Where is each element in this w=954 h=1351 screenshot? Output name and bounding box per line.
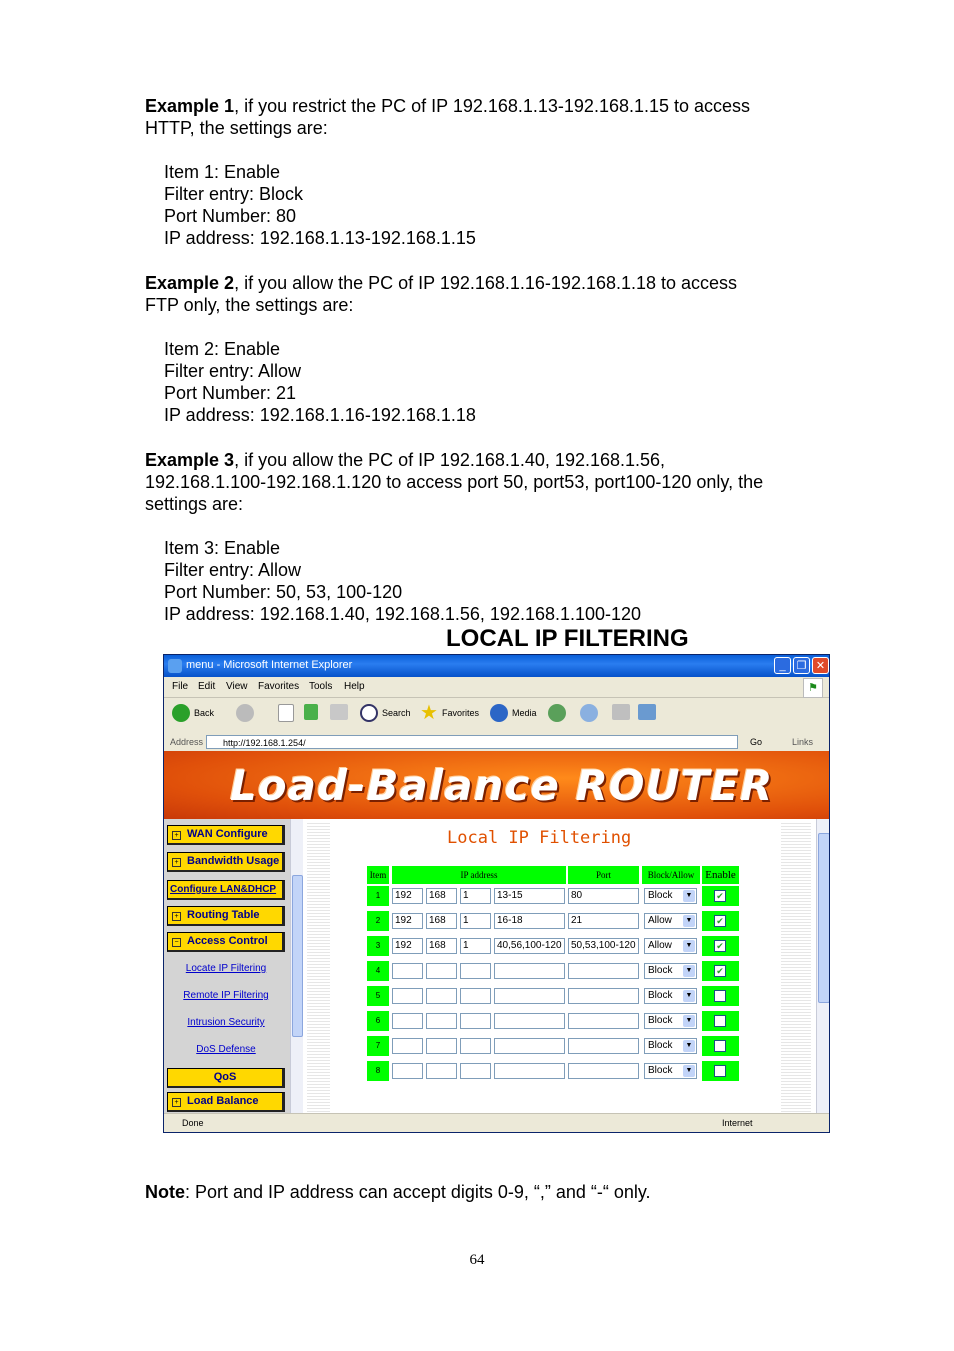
ip-octet-input-4[interactable] <box>494 1063 565 1079</box>
row-item-number: 7 <box>367 1036 389 1056</box>
menu-help[interactable]: Help <box>344 681 365 692</box>
menu-favorites[interactable]: Favorites <box>258 681 300 692</box>
ip-octet-input-4[interactable]: 13-15 <box>494 888 565 904</box>
action-select[interactable] <box>644 888 697 904</box>
ip-octet-input-1[interactable]: 192 <box>392 938 423 954</box>
address-label: Address <box>170 737 204 747</box>
enable-checkbox[interactable] <box>714 1065 726 1077</box>
ip-octet-input-3[interactable] <box>460 1063 491 1079</box>
go-button[interactable]: Go <box>750 737 763 747</box>
nav-routing-table[interactable]: + Routing Table <box>167 906 285 926</box>
action-value: Block <box>648 1065 673 1076</box>
action-select[interactable] <box>644 1013 697 1029</box>
enable-cell <box>702 911 739 931</box>
home-icon[interactable] <box>330 704 348 720</box>
minimize-button[interactable]: _ <box>774 657 791 674</box>
example-2-intro-cont: FTP only, the settings are: <box>145 295 354 315</box>
example-1-line: Filter entry: Block <box>164 184 304 204</box>
close-button[interactable]: ✕ <box>812 657 829 674</box>
enable-checkbox[interactable] <box>714 990 726 1002</box>
nav-local-ip-filtering[interactable]: Locate IP Filtering <box>185 963 267 974</box>
port-input[interactable] <box>568 1038 639 1054</box>
ip-octet-input-3[interactable] <box>460 1013 491 1029</box>
example-2-line: Port Number: 21 <box>164 383 297 403</box>
ip-octet-input-2[interactable] <box>426 963 457 979</box>
menu-tools[interactable]: Tools <box>309 681 333 692</box>
nav-qos[interactable]: QoS <box>167 1068 285 1088</box>
expand-icon: + <box>172 858 181 867</box>
nav-access-control[interactable]: − Access Control <box>167 932 285 952</box>
status-text: Done <box>182 1118 204 1128</box>
nav-intrusion-security[interactable]: Intrusion Security <box>187 1017 265 1028</box>
enable-cell <box>702 1061 739 1081</box>
example-2-line: Item 2: Enable <box>164 339 281 359</box>
media-button[interactable]: Media <box>512 708 537 718</box>
row-item-number: 8 <box>367 1061 389 1081</box>
stop-icon[interactable] <box>278 704 294 722</box>
action-select[interactable] <box>644 1038 697 1054</box>
history-icon[interactable] <box>548 704 566 722</box>
expand-icon: + <box>172 912 181 921</box>
mail-icon[interactable] <box>580 704 598 722</box>
enable-checkbox[interactable]: ✔ <box>714 915 726 927</box>
favorites-button[interactable]: Favorites <box>442 708 480 718</box>
ip-octet-input-2[interactable]: 168 <box>426 938 457 954</box>
row-item-number: 4 <box>367 961 389 981</box>
ip-octet-input-1[interactable]: 192 <box>392 888 423 904</box>
port-input[interactable]: 21 <box>568 913 639 929</box>
action-select[interactable] <box>644 988 697 1004</box>
ip-octet-input-4[interactable] <box>494 963 565 979</box>
main-scroll-thumb[interactable] <box>818 833 830 1003</box>
chevron-down-icon: ▼ <box>683 1065 695 1077</box>
menu-bar <box>164 677 829 698</box>
ip-octet-input-1[interactable]: 192 <box>392 913 423 929</box>
enable-cell <box>702 1036 739 1056</box>
search-button[interactable]: Search <box>382 708 411 718</box>
status-zone: Internet <box>722 1118 753 1128</box>
search-icon[interactable] <box>360 704 378 722</box>
toolbar <box>164 698 829 735</box>
ip-octet-input-3[interactable] <box>460 963 491 979</box>
chevron-down-icon: ▼ <box>683 940 695 952</box>
chevron-down-icon: ▼ <box>683 915 695 927</box>
nav-bandwidth-usage[interactable]: + Bandwidth Usage <box>167 852 285 872</box>
forward-icon[interactable] <box>236 704 254 722</box>
action-value: Block <box>648 990 673 1001</box>
ip-octet-input-2[interactable] <box>426 1013 457 1029</box>
menu-edit[interactable]: Edit <box>198 681 216 692</box>
frame-border-left <box>307 823 330 1113</box>
enable-cell <box>702 936 739 956</box>
back-button[interactable]: Back <box>194 708 215 718</box>
links-button[interactable]: Links <box>792 737 814 747</box>
example-3-line: Port Number: 50, 53, 100-120 <box>164 582 403 602</box>
chevron-down-icon: ▼ <box>683 990 695 1002</box>
header-port: Port <box>568 866 639 884</box>
status-bar <box>164 1113 830 1133</box>
port-input[interactable] <box>568 988 639 1004</box>
header-enable: Enable <box>702 866 739 884</box>
ip-octet-input-2[interactable] <box>426 988 457 1004</box>
ip-octet-input-2[interactable] <box>426 1038 457 1054</box>
ip-octet-input-3[interactable]: 1 <box>460 888 491 904</box>
ip-octet-input-4[interactable]: 16-18 <box>494 913 565 929</box>
action-select[interactable] <box>644 938 697 954</box>
action-value: Block <box>648 1015 673 1026</box>
nav-scroll-thumb[interactable] <box>292 875 303 1037</box>
example-3-intro: Example 3, if you allow the PC of IP 192.168.1.40, 192.168.1.56, <box>145 450 666 470</box>
nav-wan-configure[interactable]: + WAN Configure <box>167 825 285 845</box>
enable-checkbox[interactable]: ✔ <box>714 890 726 902</box>
action-value: Block <box>648 965 673 976</box>
ip-octet-input-1[interactable] <box>392 1013 423 1029</box>
edit-icon[interactable] <box>638 704 656 720</box>
page-title: Local IP Filtering <box>447 828 632 848</box>
port-input[interactable] <box>568 963 639 979</box>
print-icon[interactable] <box>612 704 630 720</box>
ie-icon <box>168 659 182 673</box>
enable-checkbox[interactable]: ✔ <box>714 965 726 977</box>
chevron-down-icon: ▼ <box>683 1015 695 1027</box>
main-scrollbar[interactable] <box>816 819 830 1113</box>
example-3-line: Item 3: Enable <box>164 538 281 558</box>
enable-cell <box>702 961 739 981</box>
ip-octet-input-1[interactable] <box>392 1038 423 1054</box>
page-content <box>164 751 830 1113</box>
back-icon[interactable] <box>172 704 190 722</box>
expand-icon: + <box>172 831 181 840</box>
port-input[interactable] <box>568 1063 639 1079</box>
chevron-down-icon: ▼ <box>683 965 695 977</box>
ip-octet-input-3[interactable]: 1 <box>460 913 491 929</box>
enable-checkbox[interactable] <box>714 1040 726 1052</box>
header-action: Block/Allow <box>642 866 700 884</box>
router-banner <box>164 751 830 819</box>
enable-checkbox[interactable]: ✔ <box>714 940 726 952</box>
action-value: Block <box>648 890 673 901</box>
ip-octet-input-4[interactable]: 40,56,100-120 <box>494 938 565 954</box>
banner-title: Load-Balance ROUTER <box>230 761 774 810</box>
row-item-number: 3 <box>367 936 389 956</box>
ip-octet-input-4[interactable] <box>494 988 565 1004</box>
port-input[interactable]: 50,53,100-120 <box>568 938 639 954</box>
row-item-number: 6 <box>367 1011 389 1031</box>
example-3-line: IP address: 192.168.1.40, 192.168.1.56, 192.168.1.100-120 <box>164 604 642 624</box>
address-input[interactable]: http://192.168.1.254/ <box>206 735 738 749</box>
action-select[interactable] <box>644 913 697 929</box>
example-1-intro-cont: HTTP, the settings are: <box>145 118 328 138</box>
nav-configure-lan[interactable]: Configure LAN&DHCP <box>167 880 285 900</box>
enable-cell <box>702 1011 739 1031</box>
example-3-line: Filter entry: Allow <box>164 560 302 580</box>
maximize-button[interactable]: ❐ <box>793 657 810 674</box>
example-2-line: Filter entry: Allow <box>164 361 302 381</box>
favorites-icon[interactable]: ★ <box>420 702 438 724</box>
ip-octet-input-1[interactable] <box>392 963 423 979</box>
figure-title: LOCAL IP FILTERING <box>446 625 689 652</box>
action-select[interactable] <box>644 1063 697 1079</box>
row-item-number: 5 <box>367 986 389 1006</box>
page-number: 64 <box>469 1252 485 1268</box>
ip-octet-input-3[interactable]: 1 <box>460 938 491 954</box>
expand-icon: + <box>172 1098 181 1107</box>
row-item-number: 1 <box>367 886 389 906</box>
ip-octet-input-2[interactable] <box>426 1063 457 1079</box>
nav-remote-ip-filtering[interactable]: Remote IP Filtering <box>183 990 269 1001</box>
enable-cell <box>702 986 739 1006</box>
example-2-line: IP address: 192.168.1.16-192.168.1.18 <box>164 405 476 425</box>
nav-load-balance[interactable]: + Load Balance <box>167 1092 285 1112</box>
ip-octet-input-3[interactable] <box>460 988 491 1004</box>
header-item: Item <box>367 866 389 884</box>
windows-flag-icon: ⚑ <box>803 678 823 698</box>
menu-view[interactable]: View <box>226 681 248 692</box>
nav-frame <box>164 819 301 1113</box>
title-bar <box>164 655 829 677</box>
ip-octet-input-1[interactable] <box>392 988 423 1004</box>
example-2-intro: Example 2, if you allow the PC of IP 192.168.1.16-192.168.1.18 to access <box>145 273 738 293</box>
action-value: Allow <box>648 940 672 951</box>
port-input[interactable] <box>568 1013 639 1029</box>
browser-window <box>163 654 830 1133</box>
example-1-line: Port Number: 80 <box>164 206 297 226</box>
frame-border-right <box>781 823 811 1113</box>
collapse-icon: − <box>172 938 181 947</box>
chevron-down-icon: ▼ <box>683 890 695 902</box>
example-3-intro-cont: 192.168.1.100-192.168.1.120 to access port 50, port53, port100-120 only, the <box>145 472 764 492</box>
example-1-line: IP address: 192.168.1.13-192.168.1.15 <box>164 228 476 248</box>
note: Note: Port and IP address can accept digits 0-9, “,” and “-“ only. <box>145 1182 651 1202</box>
example-1-line: Item 1: Enable <box>164 162 281 182</box>
action-value: Block <box>648 1040 673 1051</box>
ip-octet-input-3[interactable] <box>460 1038 491 1054</box>
example-3-intro-cont: settings are: <box>145 494 244 514</box>
ip-octet-input-2[interactable]: 168 <box>426 913 457 929</box>
ip-octet-input-4[interactable] <box>494 1038 565 1054</box>
nav-scrollbar[interactable] <box>290 819 303 1113</box>
example-1-intro: Example 1, if you restrict the PC of IP 192.168.1.13-192.168.1.15 to access <box>145 96 751 116</box>
window-title: menu - Microsoft Internet Explorer <box>186 659 353 671</box>
chevron-down-icon: ▼ <box>683 1040 695 1052</box>
row-item-number: 2 <box>367 911 389 931</box>
enable-checkbox[interactable] <box>714 1015 726 1027</box>
ip-octet-input-2[interactable]: 168 <box>426 888 457 904</box>
enable-cell <box>702 886 739 906</box>
port-input[interactable]: 80 <box>568 888 639 904</box>
refresh-icon[interactable] <box>304 704 318 720</box>
header-ip: IP address <box>392 866 566 884</box>
nav-dos-defense[interactable]: DoS Defense <box>196 1044 256 1055</box>
ip-octet-input-4[interactable] <box>494 1013 565 1029</box>
media-icon[interactable] <box>490 704 508 722</box>
ip-octet-input-1[interactable] <box>392 1063 423 1079</box>
action-value: Allow <box>648 915 672 926</box>
menu-file[interactable]: File <box>172 681 189 692</box>
action-select[interactable] <box>644 963 697 979</box>
